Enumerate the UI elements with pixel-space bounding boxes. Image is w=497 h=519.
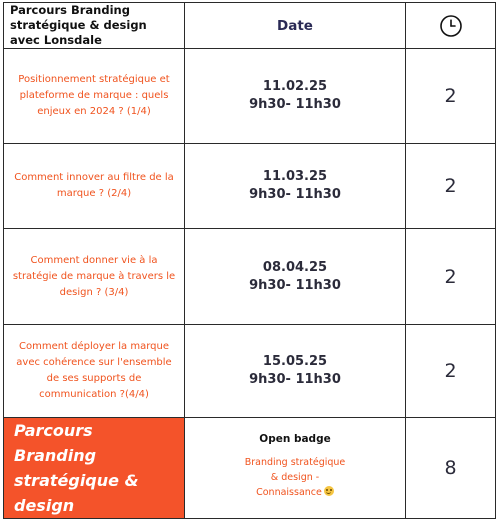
header-duration — [406, 3, 496, 49]
smile-icon — [324, 486, 334, 496]
session-hours: 2 — [406, 229, 496, 325]
session-hours: 2 — [406, 144, 496, 229]
table-row — [4, 325, 496, 418]
session-title: Positionnement stratégique et plateforme de marque : quels enjeux en 2024 ? (1/4) — [4, 49, 185, 144]
open-badge-line-2: & design - — [270, 471, 320, 483]
session-title: Comment innover au filtre de la marque ? (2/4) — [4, 144, 185, 229]
session-title: Comment donner vie à la stratégie de marque à travers le design ? (3/4) — [4, 229, 185, 325]
open-badge-title: Open badge — [259, 432, 331, 445]
table-row — [4, 229, 496, 325]
session-date: 08.04.25 — [262, 259, 328, 275]
session-time: 9h30- 11h30 — [249, 277, 341, 293]
summary-title: Parcours Branding stratégique & design — [4, 418, 185, 519]
header-course: Parcours Branding stratégique & design avec Lonsdale — [4, 3, 185, 49]
summary-row — [4, 418, 496, 519]
session-date: 11.03.25 — [262, 169, 328, 184]
header-date: Date — [185, 3, 406, 49]
schedule-table — [3, 2, 496, 519]
open-badge-line-3: Connaissance — [256, 486, 322, 498]
open-badge-line-3-wrap — [185, 485, 405, 500]
session-datetime — [185, 229, 406, 325]
table-row — [4, 49, 496, 144]
total-hours: 8 — [406, 418, 496, 519]
session-hours: 2 — [406, 49, 496, 144]
session-datetime — [185, 49, 406, 144]
session-title: Comment déployer la marque avec cohérence sur l'ensemble de ses supports de communication ?(4/4) — [4, 325, 185, 418]
session-datetime — [185, 144, 406, 229]
clock-icon — [439, 14, 463, 38]
session-hours: 2 — [406, 325, 496, 418]
session-date: 11.02.25 — [262, 79, 328, 94]
open-badge-cell — [185, 418, 406, 519]
header-row — [4, 3, 496, 49]
session-datetime — [185, 325, 406, 418]
session-time: 9h30- 11h30 — [249, 372, 341, 387]
table-row — [4, 144, 496, 229]
session-date: 15.05.25 — [262, 354, 328, 369]
open-badge-line-1: Branding stratégique — [244, 456, 346, 468]
session-time: 9h30- 11h30 — [249, 97, 341, 112]
session-time: 9h30- 11h30 — [249, 187, 341, 202]
